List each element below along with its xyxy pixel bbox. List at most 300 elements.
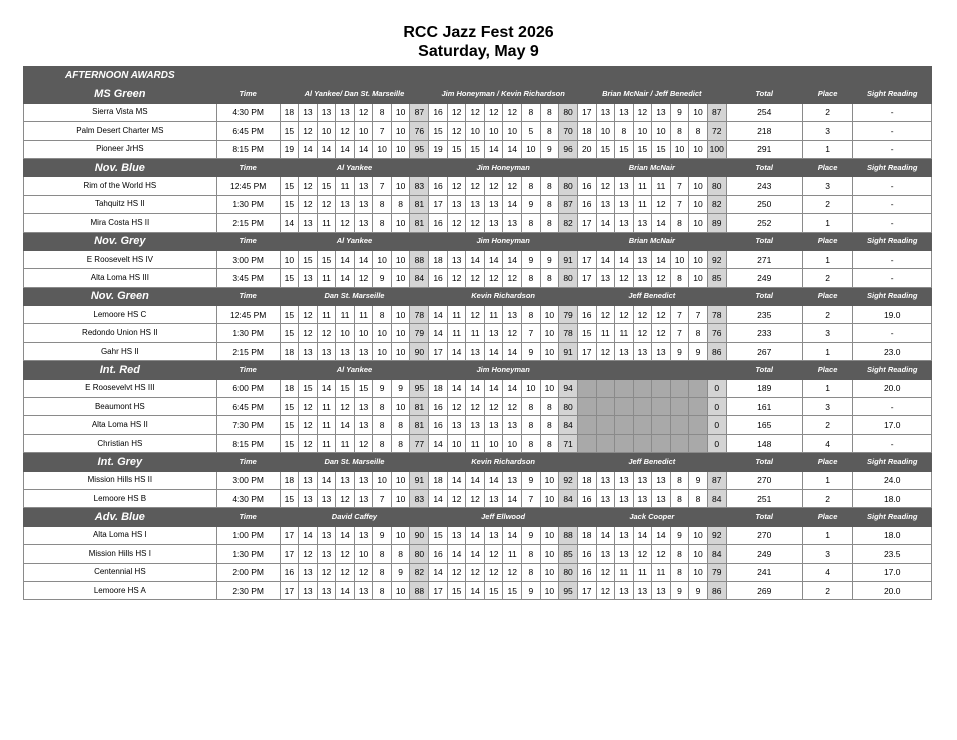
score-cell xyxy=(670,434,689,452)
score-cell: 12 xyxy=(336,122,355,140)
score-cell: 11 xyxy=(633,195,652,213)
score-cell: 15 xyxy=(615,140,634,158)
score-cell: 13 xyxy=(299,342,318,360)
judge-header: Dan St. Marseille xyxy=(280,453,429,471)
score-cell xyxy=(689,379,708,397)
score-cell: 18 xyxy=(429,471,448,489)
score-cell: 14 xyxy=(466,545,485,563)
score-cell: 16 xyxy=(577,563,596,581)
score-cell: 14 xyxy=(466,581,485,599)
section-title: Nov. Blue xyxy=(24,158,217,176)
score-cell: 15 xyxy=(447,140,466,158)
sight-reading-score: 23.5 xyxy=(853,545,932,563)
time-header: Time xyxy=(216,158,280,176)
score-cell: 14 xyxy=(429,489,448,507)
score-cell: 13 xyxy=(317,581,336,599)
score-cell: 13 xyxy=(615,471,634,489)
score-cell: 16 xyxy=(577,489,596,507)
awards-row xyxy=(24,67,932,85)
score-cell: 11 xyxy=(336,306,355,324)
score-cell: 14 xyxy=(299,526,318,544)
total-header: Total xyxy=(726,158,802,176)
score-cell: 11 xyxy=(354,306,373,324)
score-cell: 9 xyxy=(670,581,689,599)
score-cell xyxy=(596,434,615,452)
score-cell: 8 xyxy=(670,214,689,232)
time-header: Time xyxy=(216,287,280,305)
score-cell: 9 xyxy=(522,471,541,489)
judge-subtotal: 95 xyxy=(410,140,429,158)
score-cell: 16 xyxy=(577,195,596,213)
score-cell: 18 xyxy=(577,526,596,544)
judge-header: Kevin Richardson xyxy=(429,287,578,305)
judge-header: David Caffey xyxy=(280,508,429,526)
sight-reading-score: - xyxy=(853,214,932,232)
score-cell: 14 xyxy=(633,526,652,544)
school-name: Sierra Vista MS xyxy=(24,103,217,121)
score-cell: 8 xyxy=(540,434,559,452)
table-row xyxy=(24,195,932,213)
score-cell: 14 xyxy=(615,250,634,268)
score-cell: 12 xyxy=(299,324,318,342)
judge-header: Jeff Benedict xyxy=(577,453,726,471)
sight-reading-score: 18.0 xyxy=(853,526,932,544)
score-cell xyxy=(596,398,615,416)
score-cell: 10 xyxy=(540,489,559,507)
school-name: Beaumont HS xyxy=(24,398,217,416)
score-cell: 14 xyxy=(596,214,615,232)
judge-subtotal: 88 xyxy=(410,250,429,268)
score-cell: 8 xyxy=(373,306,392,324)
score-cell: 13 xyxy=(484,195,503,213)
score-cell: 13 xyxy=(354,581,373,599)
section-title: Nov. Green xyxy=(24,287,217,305)
score-cell: 18 xyxy=(429,250,448,268)
score-cell: 10 xyxy=(317,122,336,140)
score-cell: 14 xyxy=(466,471,485,489)
performance-time: 12:45 PM xyxy=(216,177,280,195)
total-score: 251 xyxy=(726,489,802,507)
score-cell: 9 xyxy=(522,250,541,268)
judge-header: Jeff Ellwood xyxy=(429,508,578,526)
score-cell: 12 xyxy=(503,398,522,416)
school-name: Lemoore HS B xyxy=(24,489,217,507)
score-cell: 8 xyxy=(522,398,541,416)
score-cell: 9 xyxy=(391,379,410,397)
section-title: Int. Grey xyxy=(24,453,217,471)
score-cell: 17 xyxy=(577,581,596,599)
judge-header xyxy=(577,361,726,379)
score-cell: 13 xyxy=(484,526,503,544)
placement: 3 xyxy=(802,398,853,416)
score-cell: 14 xyxy=(503,250,522,268)
score-cell: 10 xyxy=(633,122,652,140)
score-cell: 13 xyxy=(615,177,634,195)
score-cell: 9 xyxy=(670,342,689,360)
score-cell: 12 xyxy=(615,269,634,287)
score-cell: 17 xyxy=(280,581,299,599)
score-cell: 17 xyxy=(429,581,448,599)
score-cell: 13 xyxy=(447,526,466,544)
sight-reading-score: 20.0 xyxy=(853,581,932,599)
score-cell: 10 xyxy=(447,434,466,452)
score-cell: 11 xyxy=(317,416,336,434)
judge-subtotal: 95 xyxy=(559,581,578,599)
school-name: Lemoore HS C xyxy=(24,306,217,324)
score-cell: 9 xyxy=(540,140,559,158)
score-cell: 13 xyxy=(299,581,318,599)
score-cell: 10 xyxy=(354,122,373,140)
table-row xyxy=(24,324,932,342)
score-cell: 12 xyxy=(633,545,652,563)
score-cell: 10 xyxy=(391,250,410,268)
score-cell: 10 xyxy=(540,324,559,342)
place-header: Place xyxy=(802,287,853,305)
score-cell: 12 xyxy=(466,177,485,195)
score-cell: 12 xyxy=(466,214,485,232)
judge-subtotal: 91 xyxy=(559,250,578,268)
score-cell: 13 xyxy=(299,471,318,489)
judge-header: Jeff Benedict xyxy=(577,287,726,305)
score-cell: 12 xyxy=(652,324,671,342)
score-cell: 9 xyxy=(373,269,392,287)
score-cell: 13 xyxy=(615,545,634,563)
score-cell: 14 xyxy=(317,379,336,397)
score-cell xyxy=(633,434,652,452)
judge-subtotal: 82 xyxy=(707,195,726,213)
score-cell: 10 xyxy=(280,250,299,268)
score-cell: 12 xyxy=(317,563,336,581)
total-header: Total xyxy=(726,361,802,379)
score-cell: 20 xyxy=(577,140,596,158)
score-cell: 11 xyxy=(336,434,355,452)
score-cell: 7 xyxy=(670,306,689,324)
score-cell: 13 xyxy=(354,195,373,213)
score-cell: 13 xyxy=(484,324,503,342)
score-cell: 8 xyxy=(670,269,689,287)
placement: 4 xyxy=(802,563,853,581)
score-cell: 12 xyxy=(503,563,522,581)
score-cell: 14 xyxy=(596,250,615,268)
judge-subtotal: 81 xyxy=(410,195,429,213)
score-cell: 17 xyxy=(577,214,596,232)
sight-reading-score: - xyxy=(853,434,932,452)
score-cell: 12 xyxy=(354,563,373,581)
score-cell: 11 xyxy=(447,306,466,324)
score-cell: 12 xyxy=(466,103,485,121)
score-cell: 14 xyxy=(429,434,448,452)
judge-subtotal: 0 xyxy=(707,398,726,416)
score-cell: 10 xyxy=(391,269,410,287)
score-cell: 11 xyxy=(596,324,615,342)
judge-subtotal: 80 xyxy=(559,103,578,121)
score-cell xyxy=(596,416,615,434)
performance-time: 2:00 PM xyxy=(216,563,280,581)
score-cell: 7 xyxy=(373,489,392,507)
total-score: 249 xyxy=(726,269,802,287)
score-cell: 12 xyxy=(596,563,615,581)
score-cell: 8 xyxy=(540,269,559,287)
score-cell: 13 xyxy=(317,526,336,544)
score-cell: 12 xyxy=(447,489,466,507)
score-cell: 15 xyxy=(280,434,299,452)
score-cell: 12 xyxy=(299,434,318,452)
sight-reading-score: 20.0 xyxy=(853,379,932,397)
score-cell: 11 xyxy=(652,563,671,581)
judge-subtotal: 84 xyxy=(410,269,429,287)
total-score: 270 xyxy=(726,471,802,489)
score-cell: 12 xyxy=(633,324,652,342)
placement: 2 xyxy=(802,416,853,434)
score-cell: 14 xyxy=(447,545,466,563)
judge-subtotal: 91 xyxy=(410,471,429,489)
score-cell: 17 xyxy=(577,250,596,268)
score-cell: 15 xyxy=(280,398,299,416)
score-cell: 9 xyxy=(689,581,708,599)
sight-reading-header: Sight Reading xyxy=(853,158,932,176)
score-cell: 10 xyxy=(540,379,559,397)
section-title: MS Green xyxy=(24,85,217,103)
score-cell: 14 xyxy=(652,526,671,544)
total-header: Total xyxy=(726,508,802,526)
school-name: Alta Loma HS II xyxy=(24,416,217,434)
score-cell: 11 xyxy=(336,177,355,195)
table-row xyxy=(24,342,932,360)
score-cell: 13 xyxy=(317,103,336,121)
judge-header: Jack Cooper xyxy=(577,508,726,526)
score-cell: 13 xyxy=(633,489,652,507)
school-name: Alta Loma HS III xyxy=(24,269,217,287)
page-title: RCC Jazz Fest 2026 xyxy=(403,24,554,41)
score-cell: 13 xyxy=(354,342,373,360)
score-cell: 14 xyxy=(336,581,355,599)
score-cell: 13 xyxy=(466,195,485,213)
score-cell: 5 xyxy=(522,122,541,140)
score-cell: 13 xyxy=(633,471,652,489)
score-cell: 9 xyxy=(540,250,559,268)
score-cell: 16 xyxy=(429,177,448,195)
table-row xyxy=(24,306,932,324)
place-header: Place xyxy=(802,361,853,379)
score-cell xyxy=(577,416,596,434)
score-cell: 13 xyxy=(336,342,355,360)
score-cell: 13 xyxy=(299,214,318,232)
score-cell: 14 xyxy=(280,214,299,232)
score-cell: 12 xyxy=(336,489,355,507)
score-cell: 13 xyxy=(596,195,615,213)
total-score: 235 xyxy=(726,306,802,324)
score-cell: 14 xyxy=(429,324,448,342)
score-cell: 13 xyxy=(447,250,466,268)
judge-subtotal: 0 xyxy=(707,416,726,434)
table-row xyxy=(24,471,932,489)
score-cell: 8 xyxy=(689,489,708,507)
score-cell: 8 xyxy=(522,269,541,287)
judge-subtotal: 83 xyxy=(410,177,429,195)
score-cell: 8 xyxy=(391,434,410,452)
score-cell: 15 xyxy=(317,177,336,195)
score-cell: 12 xyxy=(652,269,671,287)
score-cell xyxy=(689,434,708,452)
section-header-row xyxy=(24,232,932,250)
score-cell: 15 xyxy=(633,140,652,158)
section-header-row xyxy=(24,85,932,103)
score-cell: 8 xyxy=(522,177,541,195)
score-cell xyxy=(670,416,689,434)
score-cell: 14 xyxy=(503,379,522,397)
score-cell: 12 xyxy=(596,342,615,360)
total-score: 254 xyxy=(726,103,802,121)
score-cell: 12 xyxy=(447,177,466,195)
judge-subtotal: 90 xyxy=(410,342,429,360)
score-cell: 8 xyxy=(373,103,392,121)
score-cell: 8 xyxy=(373,416,392,434)
table-row xyxy=(24,416,932,434)
score-cell: 12 xyxy=(466,489,485,507)
judge-subtotal: 71 xyxy=(559,434,578,452)
place-header: Place xyxy=(802,85,853,103)
score-cell: 13 xyxy=(503,471,522,489)
score-cell: 18 xyxy=(280,471,299,489)
score-cell: 12 xyxy=(484,545,503,563)
performance-time: 7:30 PM xyxy=(216,416,280,434)
score-cell: 13 xyxy=(596,103,615,121)
judge-subtotal: 88 xyxy=(410,581,429,599)
score-cell: 16 xyxy=(429,103,448,121)
judge-subtotal: 0 xyxy=(707,434,726,452)
score-cell: 14 xyxy=(484,250,503,268)
score-cell: 13 xyxy=(484,214,503,232)
score-cell: 10 xyxy=(391,140,410,158)
score-cell: 8 xyxy=(670,563,689,581)
score-cell: 13 xyxy=(354,489,373,507)
score-cell: 13 xyxy=(336,195,355,213)
sight-reading-score: 18.0 xyxy=(853,489,932,507)
awards-row-fill xyxy=(216,67,931,85)
table-row xyxy=(24,434,932,452)
judge-subtotal: 92 xyxy=(707,526,726,544)
score-cell: 13 xyxy=(652,342,671,360)
score-cell: 15 xyxy=(280,489,299,507)
score-cell: 14 xyxy=(429,306,448,324)
score-cell: 12 xyxy=(336,563,355,581)
section-header-row xyxy=(24,287,932,305)
school-name: Pioneer JrHS xyxy=(24,140,217,158)
score-cell: 10 xyxy=(689,195,708,213)
score-cell: 12 xyxy=(596,306,615,324)
score-cell: 9 xyxy=(391,563,410,581)
total-score: 250 xyxy=(726,195,802,213)
score-cell: 12 xyxy=(484,563,503,581)
score-cell: 14 xyxy=(466,379,485,397)
total-score: 249 xyxy=(726,545,802,563)
score-cell: 11 xyxy=(317,434,336,452)
judge-header: Kevin Richardson xyxy=(429,453,578,471)
score-cell: 14 xyxy=(484,140,503,158)
score-cell: 12 xyxy=(503,103,522,121)
score-cell: 12 xyxy=(633,306,652,324)
score-cell: 13 xyxy=(354,214,373,232)
score-cell: 8 xyxy=(522,306,541,324)
score-cell: 14 xyxy=(354,140,373,158)
placement: 2 xyxy=(802,269,853,287)
score-cell: 8 xyxy=(615,122,634,140)
score-cell: 10 xyxy=(391,177,410,195)
judge-header: Jim Honeyman / Kevin Richardson xyxy=(429,85,578,103)
total-header: Total xyxy=(726,232,802,250)
judge-subtotal: 80 xyxy=(410,545,429,563)
score-cell: 11 xyxy=(317,398,336,416)
score-cell: 12 xyxy=(336,398,355,416)
score-cell: 10 xyxy=(391,398,410,416)
score-cell: 10 xyxy=(391,471,410,489)
score-cell: 7 xyxy=(522,489,541,507)
section-title: Adv. Blue xyxy=(24,508,217,526)
score-cell: 14 xyxy=(503,489,522,507)
school-name: E Roosevelvt HS III xyxy=(24,379,217,397)
score-cell: 13 xyxy=(503,416,522,434)
score-cell: 12 xyxy=(336,545,355,563)
placement: 1 xyxy=(802,342,853,360)
score-cell: 15 xyxy=(299,379,318,397)
score-cell: 7 xyxy=(689,306,708,324)
score-cell: 7 xyxy=(373,177,392,195)
score-cell: 15 xyxy=(317,250,336,268)
judge-subtotal: 77 xyxy=(410,434,429,452)
time-header: Time xyxy=(216,508,280,526)
performance-time: 4:30 PM xyxy=(216,103,280,121)
score-cell: 15 xyxy=(429,122,448,140)
score-cell: 12 xyxy=(354,434,373,452)
score-cell: 13 xyxy=(596,471,615,489)
score-cell: 12 xyxy=(447,103,466,121)
school-name: E Roosevelt HS IV xyxy=(24,250,217,268)
score-cell: 8 xyxy=(373,545,392,563)
placement: 2 xyxy=(802,306,853,324)
score-cell: 16 xyxy=(429,269,448,287)
score-cell: 11 xyxy=(633,177,652,195)
score-cell: 19 xyxy=(429,140,448,158)
score-cell: 13 xyxy=(336,471,355,489)
judge-subtotal: 84 xyxy=(559,416,578,434)
judge-subtotal: 95 xyxy=(410,379,429,397)
sight-reading-header: Sight Reading xyxy=(853,508,932,526)
score-cell: 10 xyxy=(689,103,708,121)
score-cell: 13 xyxy=(633,342,652,360)
score-cell: 11 xyxy=(317,269,336,287)
score-cell xyxy=(670,398,689,416)
score-cell: 13 xyxy=(652,471,671,489)
sight-reading-score: 17.0 xyxy=(853,563,932,581)
score-cell: 15 xyxy=(503,581,522,599)
score-cell: 16 xyxy=(429,545,448,563)
score-cell: 11 xyxy=(652,177,671,195)
placement: 2 xyxy=(802,489,853,507)
score-cell: 12 xyxy=(466,563,485,581)
score-cell: 10 xyxy=(503,434,522,452)
score-cell: 13 xyxy=(652,489,671,507)
score-cell: 14 xyxy=(466,250,485,268)
score-cell: 8 xyxy=(689,324,708,342)
score-cell: 14 xyxy=(503,526,522,544)
score-cell: 18 xyxy=(429,379,448,397)
performance-time: 1:30 PM xyxy=(216,324,280,342)
score-cell: 17 xyxy=(429,195,448,213)
score-cell: 13 xyxy=(447,195,466,213)
score-cell: 8 xyxy=(391,416,410,434)
score-cell: 18 xyxy=(280,103,299,121)
score-cell: 13 xyxy=(484,416,503,434)
